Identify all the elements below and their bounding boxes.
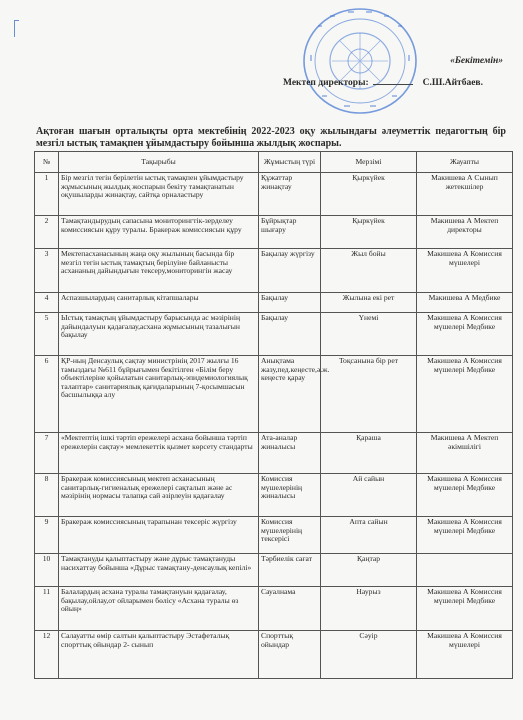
row-work-type: Бақылау [259,293,321,313]
row-work-type: Ата-аналар жиналысы [259,433,321,474]
row-work-type: Анықтама жазу,пед.кеңесте,ә.ж. кеңесте қарау [259,356,321,433]
row-responsible: Макишева А Комиссия мүшелері Медбике [417,587,513,631]
table-row [35,173,513,216]
row-topic: Балалардың асхана туралы тамақтануын қадағалау, бақылау,ойлау,от ойларымен бөлісу «Асхана туралы өз ойың» [59,587,259,631]
row-number: 1 [35,173,59,216]
row-number: 3 [35,249,59,293]
row-responsible: Макишева А Комиссия мүшелері Медбике [417,356,513,433]
row-period: Қараша [321,433,417,474]
table-row [35,631,513,679]
row-work-type: Комиссия мүшелерінің жиналысы [259,474,321,517]
row-topic: ҚР-ның Денсаулық сақтау министрінің 2017 жылғы 16 тамыздағы №611 бұйрығымен бекітілген «Білім беру объектілеріне қойылатын санитарлық-эпидемиологиялық талаптар» санитариялық қағидаларының 7-қосымшасын басшылыққа алу [59,356,259,433]
row-period: Наурыз [321,587,417,631]
header-num: № [35,152,59,173]
row-work-type: Тәрбиелік сағат [259,554,321,587]
row-number: 8 [35,474,59,517]
row-topic: Тамақтануды қалыптастыру және дұрыс тамақтануды насихаттау бойынша «Дұрыс тамақтану-денсаулық кепілі» [59,554,259,587]
row-responsible: Макишева А Комиссия мүшелері [417,631,513,679]
row-period: Қыркүйек [321,216,417,249]
row-period: Қыркүйек [321,173,417,216]
row-responsible: Макишева А Комиссия мүшелері Медбике [417,517,513,554]
row-responsible: Макишева А Комиссия мүшелері [417,249,513,293]
row-number: 7 [35,433,59,474]
table-row [35,293,513,313]
document-title: Ақтоған шағын орталықты орта мектебінің 2022-2023 оқу жылындағы әлеуметтік педагогтың бір мезгіл ыстық тамақпен ұйымдастыру бойынша жылдық жоспары. [36,126,506,149]
official-seal-icon [300,5,420,117]
row-responsible: Макишева А Мектеп әкімшілігі [417,433,513,474]
table-row [35,356,513,433]
row-topic: Бракераж комиссиясының тарапынан тексеріс жүргізу [59,517,259,554]
approval-label: «Бекітемін» [450,56,503,66]
header-period: Мерзімі [321,152,417,173]
row-number: 2 [35,216,59,249]
row-period: Жыл бойы [321,249,417,293]
row-period: Тоқсанына бір рет [321,356,417,433]
row-work-type: Спорттық ойындар [259,631,321,679]
table-row [35,249,513,293]
row-number: 5 [35,313,59,356]
row-topic: Мектепасханасының жаңа оқу жылының басында бір мезгіл тегін ыстық тамақтың берілуіне байланысты асхананың дайындығын тексеру,мониторингін жасау [59,249,259,293]
row-period: Жылына екі рет [321,293,417,313]
row-number: 12 [35,631,59,679]
director-name: С.Ш.Айтбаев. [422,78,483,88]
row-topic: Бір мезгіл тегін берілетін ыстық тамақпен ұйымдастыру жұмысының жылдық жоспарын бекіту тамақтанатын оқушыларды жинақтау, сайтқа орналастыру [59,173,259,216]
table-row [35,433,513,474]
table-row [35,216,513,249]
row-topic: «Мектептің ішкі тәртіп ережелері асхана бойынша тәртіп ережелерін сақтау» мемлекеттік қызмет көрсету стандарты [59,433,259,474]
row-responsible: Макишева А Комиссия мүшелері Медбике [417,313,513,356]
table-row [35,587,513,631]
table-row [35,517,513,554]
row-topic: Аспазшылардың санитарлық кітапшалары [59,293,259,313]
row-number: 6 [35,356,59,433]
row-work-type: Сауалнама [259,587,321,631]
table-row [35,554,513,587]
row-period: Үнемі [321,313,417,356]
corner-mark [14,20,19,37]
row-work-type: Құжаттар жинақтау [259,173,321,216]
director-line [283,78,483,88]
table-header-row [35,152,513,173]
row-responsible: Макишева А Комиссия мүшелері Медбике [417,474,513,517]
header-responsible: Жауапты [417,152,513,173]
signature-line [373,84,413,85]
row-number: 11 [35,587,59,631]
header-topic: Тақырыбы [59,152,259,173]
table-row [35,474,513,517]
table-row [35,313,513,356]
row-topic: Ыстық тамақтың ұйымдастыру барысында ас мәзірінің дайындалуын қадағалау,асхана жұмысының тазалығын бақылау [59,313,259,356]
row-period: Сәуір [321,631,417,679]
row-number: 10 [35,554,59,587]
row-work-type: Бақылау [259,313,321,356]
row-responsible: Макишева А Мектеп директоры [417,216,513,249]
row-work-type: Комиссия мүшелерінің тексерісі [259,517,321,554]
director-label: Мектеп директоры: [283,78,369,88]
row-topic: Бракераж комиссиясының мектеп асханасының санитарлық-гигиеналық ережелері сақталып және ас мәзірінің нормасы талапқа сай әзірлеуін қадағалау [59,474,259,517]
row-work-type: Бақылау жүргізу [259,249,321,293]
row-responsible [417,554,513,587]
row-period: Қаңтар [321,554,417,587]
row-period: Апта сайын [321,517,417,554]
row-work-type: Бұйрықтар шығару [259,216,321,249]
row-number: 4 [35,293,59,313]
row-responsible: Макишева А Медбике [417,293,513,313]
row-topic: Тамақтандырудың сапасына мониторингтік-зерделеу комиссиясын құру туралы. Бракераж комиссиясын құру [59,216,259,249]
row-number: 9 [35,517,59,554]
row-period: Ай сайын [321,474,417,517]
row-topic: Салауатты өмір салтын қалыптастыру Эстафеталық спорттық ойындар 2- сынып [59,631,259,679]
header-type: Жұмыстың түрі [259,152,321,173]
plan-table [34,151,513,679]
row-responsible: Макишева А Сынып жетекшілер [417,173,513,216]
